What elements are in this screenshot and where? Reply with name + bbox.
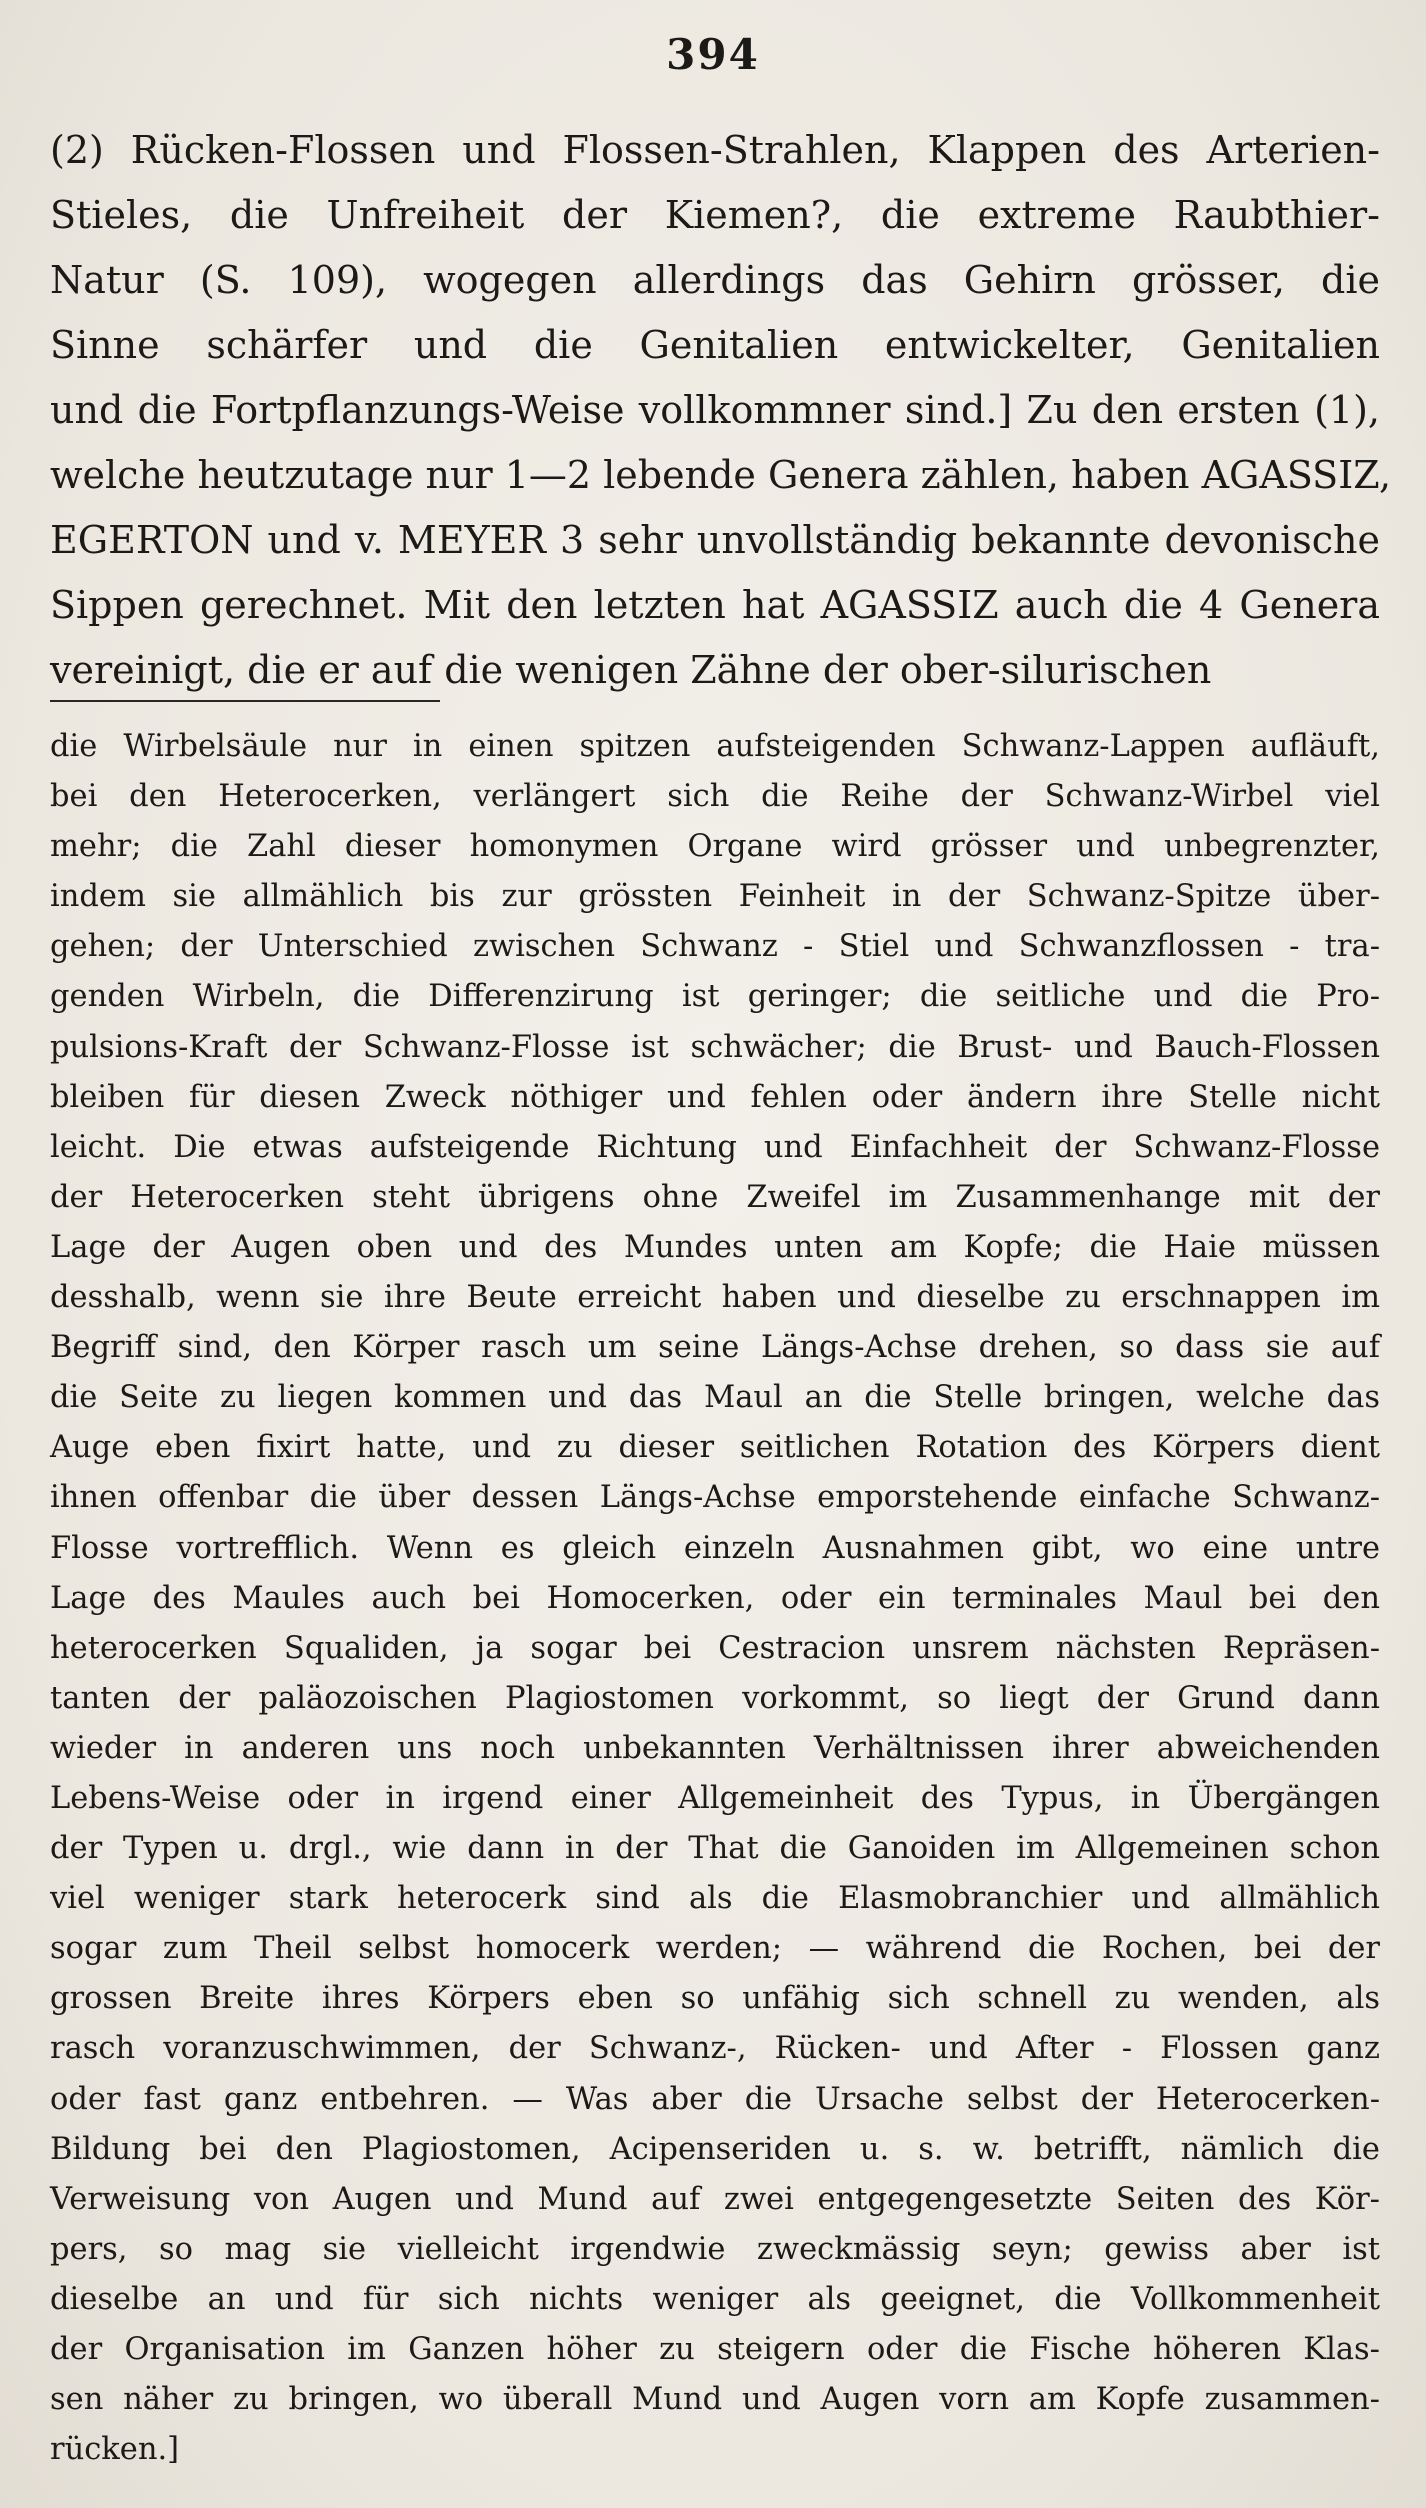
footnote-line: desshalb, wenn sie ihre Beute erreicht haben und dieselbe zu erschnappen im <box>50 1280 1380 1316</box>
footnote-line: Bildung bei den Plagiostomen, Acipenseriden u. s. w. betrifft, nämlich die <box>50 2131 1380 2167</box>
page-number: 394 <box>666 30 760 79</box>
footnote-line: oder fast ganz entbehren. — Was aber die Ursache selbst der Heterocerken- <box>50 2081 1380 2117</box>
main-text-line: Natur (S. 109), wogegen allerdings das Gehirn grösser, die <box>50 258 1380 302</box>
footnote-line: bleiben für diesen Zweck nöthiger und fehlen oder ändern ihre Stelle nicht <box>50 1079 1380 1115</box>
footnote-line: Lebens-Weise oder in irgend einer Allgemeinheit des Typus, in Übergängen <box>50 1780 1380 1816</box>
footnote-line: Auge eben fixirt hatte, und zu dieser seitlichen Rotation des Körpers dient <box>50 1430 1380 1466</box>
main-text-line: EGERTON und v. MEYER 3 sehr unvollständig bekannte devonische <box>50 518 1380 562</box>
footnote-line: sen näher zu bringen, wo überall Mund und Augen vorn am Kopfe zusammen- <box>50 2382 1380 2418</box>
footnote-line: der Typen u. drgl., wie dann in der That die Ganoiden im Allgemeinen schon <box>50 1831 1380 1867</box>
footnote-line: Lage der Augen oben und des Mundes unten am Kopfe; die Haie müssen <box>50 1229 1380 1265</box>
footnote-line: ihnen offenbar die über dessen Längs-Achse emporstehende einfache Schwanz- <box>50 1480 1380 1516</box>
footnote-line: rasch voranzuschwimmen, der Schwanz-, Rücken- und After - Flossen ganz <box>50 2031 1380 2067</box>
footnote-line: Begriff sind, den Körper rasch um seine Längs-Achse drehen, so dass sie auf <box>50 1330 1380 1366</box>
footnote-line: grossen Breite ihres Körpers eben so unfähig sich schnell zu wenden, als <box>50 1981 1380 2017</box>
footnote-line: sogar zum Theil selbst homocerk werden; — während die Rochen, bei der <box>50 1931 1380 1967</box>
main-text-line: Sippen gerechnet. Mit den letzten hat AGASSIZ auch die 4 Genera <box>50 583 1380 627</box>
main-text-line: Stieles, die Unfreiheit der Kiemen?, die extreme Raubthier- <box>50 193 1380 237</box>
footnote-line: wieder in anderen uns noch unbekannten Verhältnissen ihrer abweichenden <box>50 1730 1380 1766</box>
main-text-line: Sinne schärfer und die Genitalien entwickelter, Genitalien <box>50 323 1380 367</box>
main-text-line: und die Fortpflanzungs-Weise vollkommner sind.] Zu den ersten (1), <box>50 388 1380 432</box>
main-text-line: vereinigt, die er auf die wenigen Zähne der ober-silurischen <box>50 648 1212 692</box>
footnote-line: leicht. Die etwas aufsteigende Richtung und Einfachheit der Schwanz-Flosse <box>50 1129 1380 1165</box>
main-text-block <box>50 118 1392 703</box>
footnote-line: dieselbe an und für sich nichts weniger als geeignet, die Vollkommenheit <box>50 2281 1380 2317</box>
footnote-line: Lage des Maules auch bei Homocerken, oder ein terminales Maul bei den <box>50 1580 1380 1616</box>
footnote-line: genden Wirbeln, die Differenzirung ist geringer; die seitliche und die Pro- <box>50 979 1380 1015</box>
footnote-line: die Wirbelsäule nur in einen spitzen aufsteigenden Schwanz-Lappen aufläuft, <box>50 729 1380 764</box>
footnote-line: Verweisung von Augen und Mund auf zwei entgegengesetzte Seiten des Kör- <box>50 2181 1380 2217</box>
footnote-line: viel weniger stark heterocerk sind als die Elasmobranchier und allmählich <box>50 1881 1380 1917</box>
footnote-line: Flosse vortrefflich. Wenn es gleich einzeln Ausnahmen gibt, wo eine untre <box>50 1530 1380 1566</box>
footnote-line: gehen; der Unterschied zwischen Schwanz - Stiel und Schwanzflossen - tra- <box>50 929 1380 965</box>
footnote-line: indem sie allmählich bis zur grössten Feinheit in der Schwanz-Spitze über- <box>50 879 1380 915</box>
footnote-block <box>50 722 1380 2475</box>
footnote-line: die Seite zu liegen kommen und das Maul an die Stelle bringen, welche das <box>50 1380 1380 1416</box>
footnote-line: pulsions-Kraft der Schwanz-Flosse ist schwächer; die Brust- und Bauch-Flossen <box>50 1029 1380 1065</box>
footnote-line: heterocerken Squaliden, ja sogar bei Cestracion unsrem nächsten Repräsen- <box>50 1630 1380 1666</box>
footnote-line: der Organisation im Ganzen höher zu steigern oder die Fische höheren Klas- <box>50 2332 1380 2367</box>
footnote-line: bei den Heterocerken, verlängert sich die Reihe der Schwanz-Wirbel viel <box>50 779 1380 815</box>
footnote-line: tanten der paläozoischen Plagiostomen vorkommt, so liegt der Grund dann <box>50 1680 1380 1716</box>
main-text-line: welche heutzutage nur 1—2 lebende Genera zählen, haben AGASSIZ, <box>50 453 1392 497</box>
footnote-line: mehr; die Zahl dieser homonymen Organe wird grösser und unbegrenzter, <box>50 829 1380 865</box>
footnote-divider <box>50 700 440 702</box>
footnote-line: pers, so mag sie vielleicht irgendwie zweckmässig seyn; gewiss aber ist <box>50 2231 1380 2267</box>
footnote-line: der Heterocerken steht übrigens ohne Zweifel im Zusammenhange mit der <box>50 1179 1380 1215</box>
footnote-line: rücken.] <box>50 2432 180 2468</box>
main-text-line: (2) Rücken-Flossen und Flossen-Strahlen, Klappen des Arterien- <box>50 128 1380 172</box>
